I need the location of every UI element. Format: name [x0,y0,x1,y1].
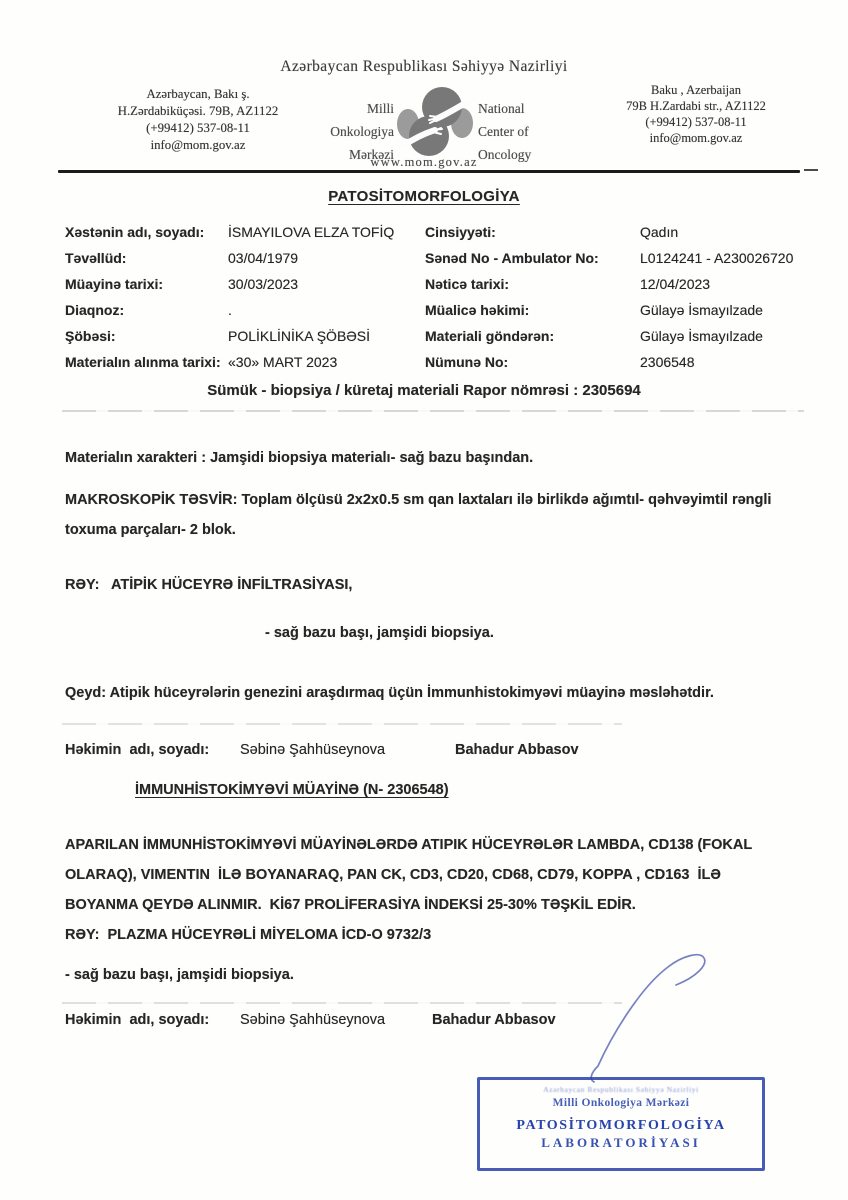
doctor-label: Həkimin adı, soyadı: [65,742,210,758]
doctor-name-1: Səbinə Şahhüseynova [240,742,386,758]
ministry-title: Azərbaycan Respublikası Səhiyyə Nazirliyi [280,58,568,75]
field-label: Şöbəsi: [65,328,116,344]
field-label: Müayinə tarixi: [65,276,164,292]
website-url: www.mom.gov.az [370,155,478,169]
document-title: PATOSİTOMORFOLOGİYA [328,188,520,205]
contact-left-address: H.Zərdabiküçəsi. 79B, AZ1122 [117,104,279,118]
field-value: «30» MART 2023 [228,354,338,370]
header-divider-dash [804,169,818,171]
stamp-lab-name-line1: PATOSİTOMORFOLOGİYA [516,1118,726,1133]
scan-artifact-line [62,1002,622,1004]
field-value: L0124241 - A230026720 [640,250,794,266]
conclusion-line: RƏY: ATİPİK HÜCEYRƏ İNFİLTRASİYASI, [65,577,353,593]
contact-right-address: 79B H.Zardabi str., AZ1122 [626,99,766,113]
ihc-section-heading: İMMUNHİSTOKİMYƏVİ MÜAYİNƏ (N- 2306548) [135,782,449,798]
field-label: Materiali göndərən: [425,328,555,344]
org-name-en: National Center of Oncology [478,101,532,162]
field-label: Materialın alınma tarixi: [65,354,221,370]
report-subject-heading: Sümük - biopsiya / küretaj materiali Rapor nömrəsi : 2305694 [207,382,641,399]
field-value: İSMAYILOVA ELZA TOFİQ [228,224,395,240]
field-label: Cinsiyyəti: [425,224,496,240]
stamp-ministry-line: Azərbaycan Respublikası Səhiyyə Nazirliyi [543,1085,699,1094]
field-label: Xəstənin adı, soyadı: [65,224,205,240]
field-value: 30/03/2023 [228,276,299,292]
doctor-name-1: Səbinə Şahhüseynova [240,1012,386,1028]
field-value: 2306548 [640,354,695,370]
stamp-org-line: Milli Onkologiya Mərkəzi [552,1097,690,1109]
scan-artifact-line [62,410,804,412]
field-label: Təvəllüd: [65,250,127,266]
stamp-lab-name-line2: LABORATORİYASI [541,1135,701,1150]
org-name-az: Milli Onkologiya Mərkəzi [330,101,394,162]
field-label: Diaqnoz: [65,302,125,318]
ihc-findings-paragraph: APARILAN İMMUNHİSTOKİMYƏVİ MÜAYİNƏLƏRDƏ ATIPIK HÜCEYRƏLƏR LAMBDA, CD138 (FOKAL OLARAQ), VIMENTIN İLƏ BOYANARAQ, PAN CK, CD3, CD20, CD68, CD79, KOPPA , CD163 İLƏ BOYANMA QEYDƏ ALINMIR. Kİ67 PROLİFERASİYA İNDEKSİ 25-30% TƏŞKİL EDİR. [65,837,756,913]
field-value: Gülayə İsmayılzade [640,328,763,344]
doctor-label: Həkimin adı, soyadı: [65,1012,210,1028]
patient-info-table [65,224,797,380]
contact-right-phone: (+99412) 537-08-11 [645,115,747,129]
material-character-line: Materialın xarakteri : Jamşidi biopsiya materialı- sağ bazu başından. [65,450,534,466]
field-value: . [228,302,232,318]
field-value: Gülayə İsmayılzade [640,302,763,318]
doctor-name-2: Bahadur Abbasov [455,742,579,758]
doctor-name-2: Bahadur Abbasov [432,1012,556,1028]
field-value: POLİKLİNİKA ŞÖBƏSİ [228,328,371,344]
contact-right-email: info@mom.gov.az [649,131,743,145]
contact-block-left [62,86,334,154]
field-label: Nəticə tarixi: [425,276,510,292]
signature-stroke [560,930,820,1100]
note-line: Qeyd: Atipik hüceyrələrin genezini araşdırmaq üçün İmmunhistokimyəvi müayinə məsləhətdir. [65,685,714,701]
scan-artifact-line [62,723,622,725]
field-label: Nümunə No: [425,354,509,370]
laboratory-stamp [477,1077,765,1171]
field-value: Qadın [640,224,679,240]
ihc-site-line: - sağ bazu başı, jamşidi biopsiya. [65,967,294,983]
ihc-conclusion-line: RƏY: PLAZMA HÜCEYRƏLİ MİYELOMA İCD-O 9732/3 [65,927,432,943]
field-value: 12/04/2023 [640,276,711,292]
macroscopic-description: MAKROSKOPİK TƏSVİR: Toplam ölçüsü 2x2x0.5 sm qan laxtaları ilə birlikdə ağımtıl- qəhvəyimtil rəngli toxuma parçaları- 2 blok. [65,492,772,538]
header-divider [58,170,800,173]
oncology-center-logo-icon [397,86,473,158]
conclusion-site-line: - sağ bazu başı, jamşidi biopsiya. [265,625,494,641]
contact-left-phone: (+99412) 537-08-11 [146,121,250,135]
field-label: Sənəd No - Ambulator No: [425,250,599,266]
contact-left-email: info@mom.gov.az [150,138,246,152]
field-label: Müalicə həkimi: [425,302,530,318]
contact-left-city: Azərbaycan, Bakı ş. [146,87,250,101]
contact-right-city: Baku , Azerbaijan [651,83,741,97]
contact-block-right [588,82,804,146]
field-value: 03/04/1979 [228,250,299,266]
